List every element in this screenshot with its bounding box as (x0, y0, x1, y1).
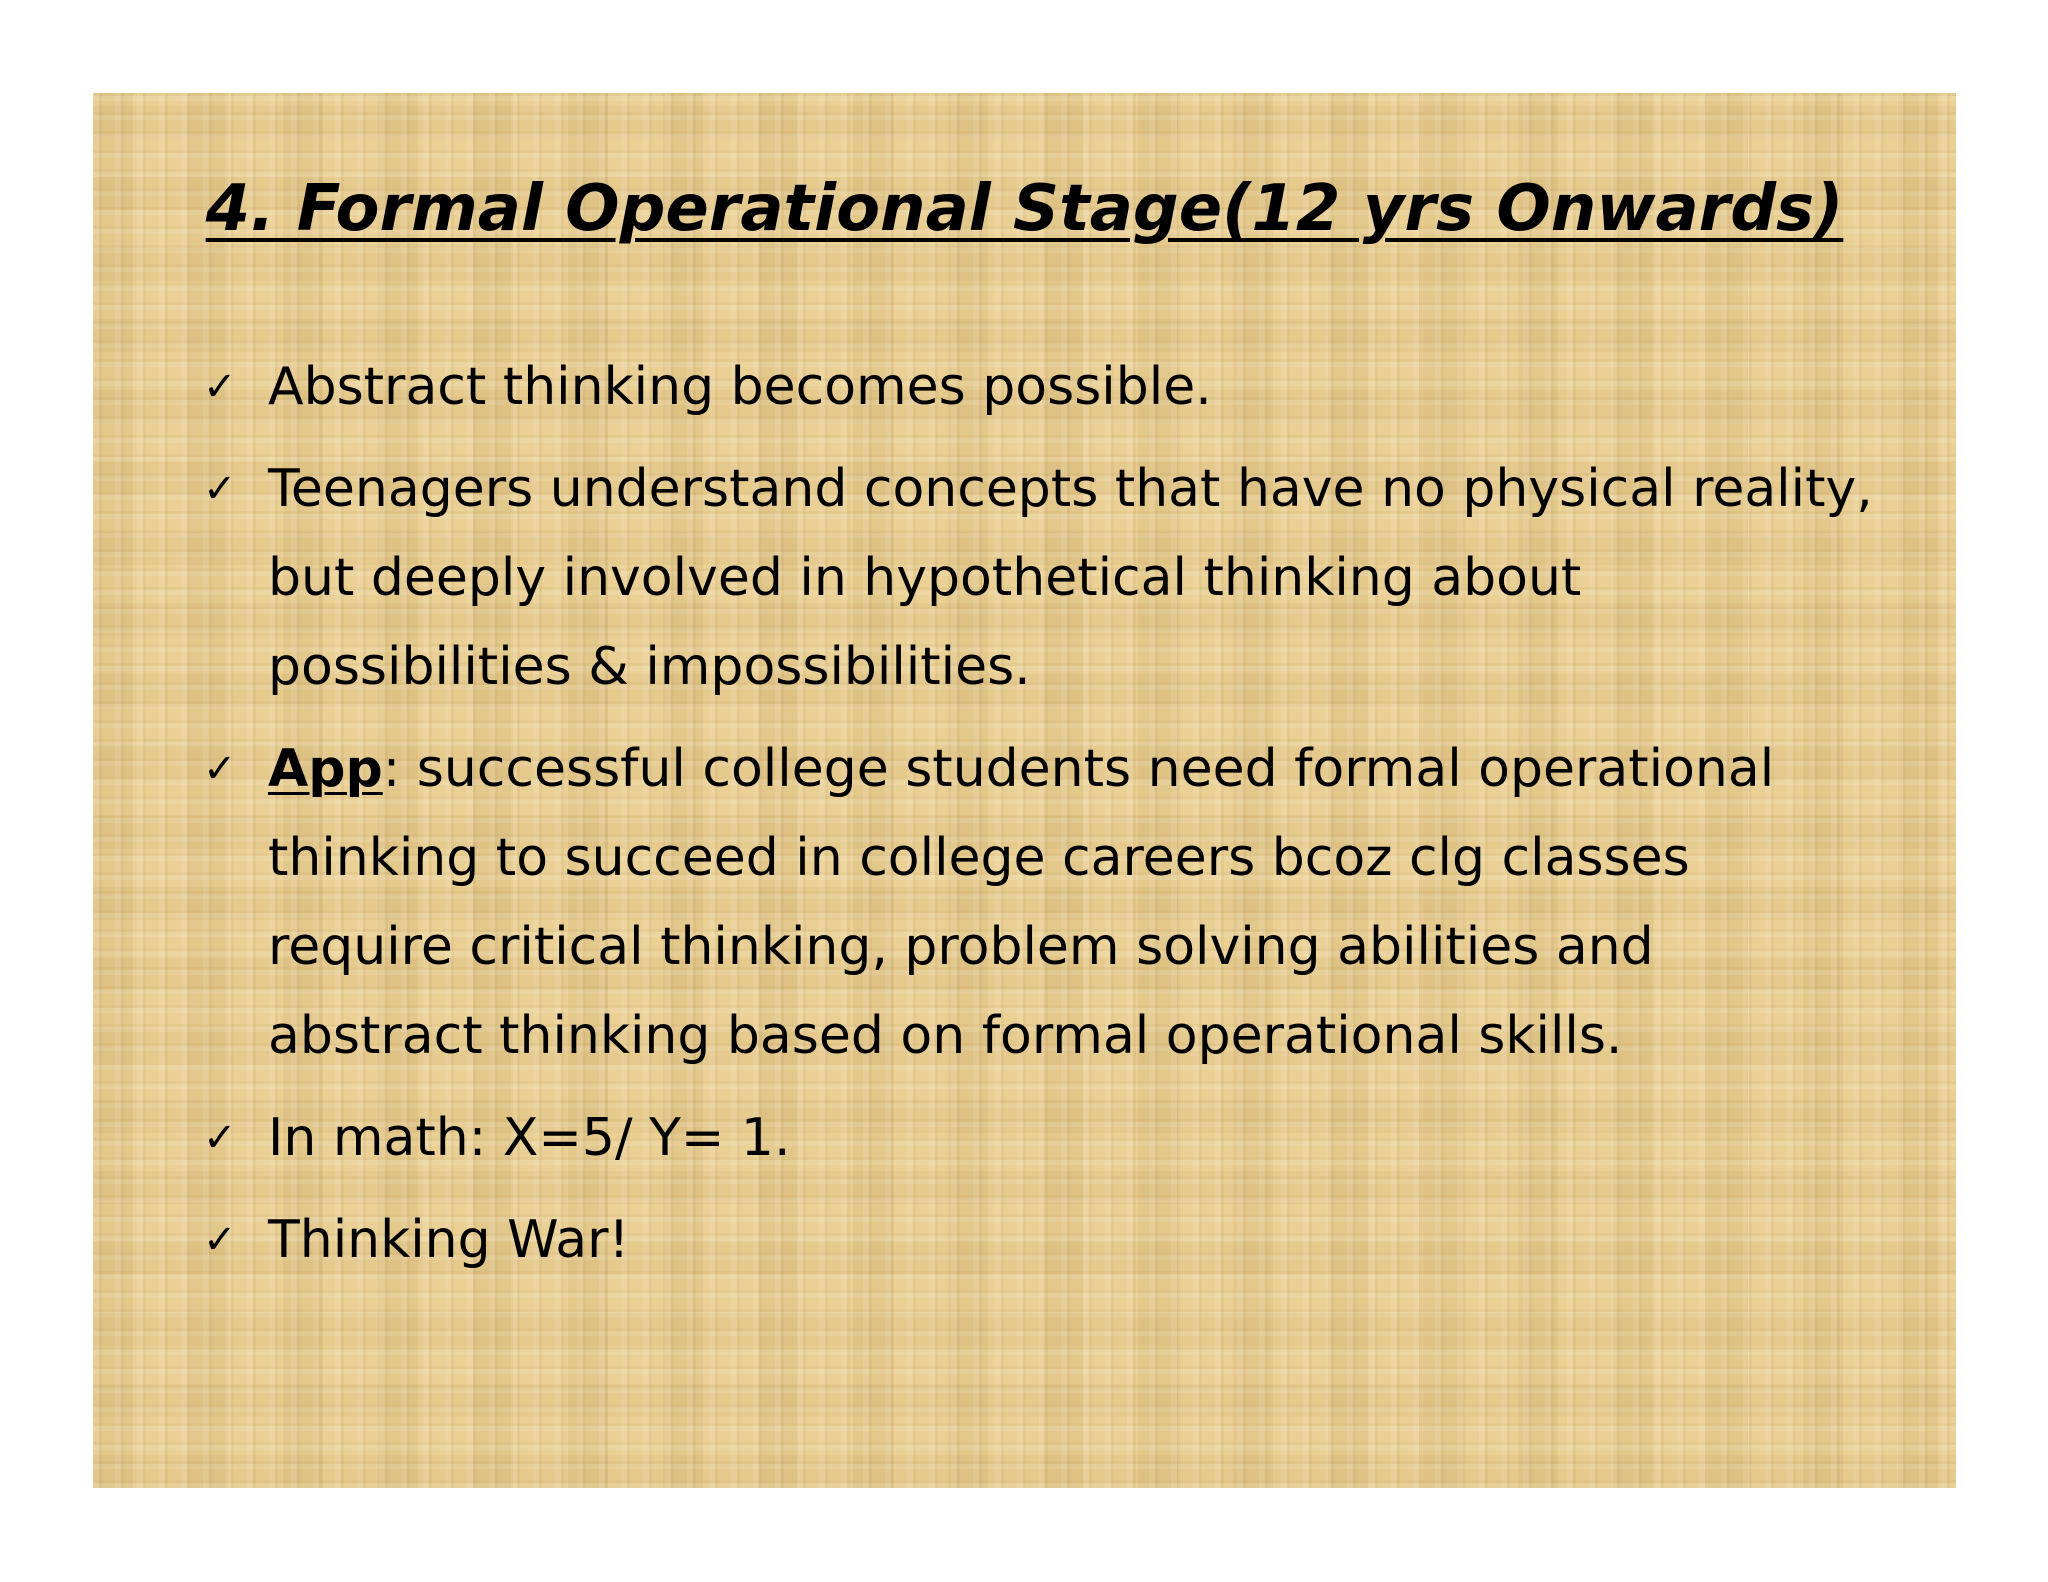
slide (93, 93, 1956, 1488)
bullet-item (203, 445, 1873, 712)
checkmark-icon: ✓ (203, 1217, 237, 1263)
slide-title: 4. Formal Operational Stage(12 yrs Onwards) (205, 172, 1844, 246)
bullet-item (203, 725, 1873, 1081)
bullet-text: Abstract thinking becomes possible. (268, 357, 1212, 417)
bullet-text: Thinking War! (268, 1210, 630, 1270)
checkmark-icon: ✓ (203, 364, 237, 410)
bullet-item (203, 1094, 1873, 1183)
bullet-text: In math: X=5/ Y= 1. (268, 1108, 791, 1168)
checkmark-icon: ✓ (203, 1115, 237, 1161)
checkmark-icon: ✓ (203, 466, 237, 512)
checkmark-icon: ✓ (203, 746, 237, 792)
bullet-label: App (268, 739, 383, 799)
bullet-text: Teenagers understand concepts that have no physical reality, but deeply involved in hypothetical thinking about possibilities & impossibilities. (268, 459, 1873, 697)
bullet-list (203, 343, 1873, 1298)
bullet-item (203, 1196, 1873, 1285)
bullet-item (203, 343, 1873, 432)
bullet-text: : successful college students need formal operational thinking to succeed in college careers bcoz clg classes require critical thinking, problem solving abilities and abstract thinking based on formal operational skills. (268, 739, 1775, 1066)
